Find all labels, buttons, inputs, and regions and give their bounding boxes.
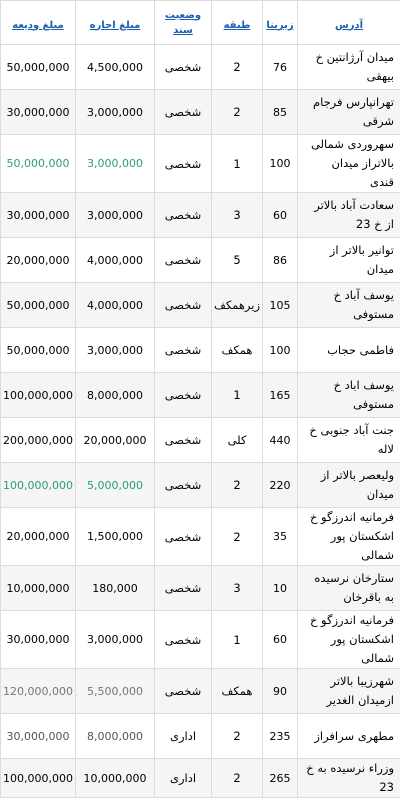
header-cell-rent	[76, 1, 155, 45]
area-cell: 86	[263, 238, 298, 283]
address-cell: توانیر بالاتر از میدان	[298, 238, 400, 283]
table-row	[1, 283, 400, 328]
address-cell: تهرانپارس فرجام شرقی	[298, 90, 400, 135]
document-cell: شخصی	[155, 328, 212, 373]
table-header	[1, 1, 400, 45]
floor-cell: زیرهمکف	[212, 283, 263, 328]
area-cell: 100	[263, 328, 298, 373]
header-cell-document	[155, 1, 212, 45]
floor-cell: کلی	[212, 418, 263, 463]
table-row	[1, 566, 400, 611]
deposit-cell: 10,000,000	[1, 566, 76, 611]
floor-cell: همکف	[212, 669, 263, 714]
address-cell: سهروردی شمالی بالاتراز میدان قندی	[298, 135, 400, 193]
document-cell: اداری	[155, 759, 212, 798]
rent-cell: 3,000,000	[76, 611, 155, 669]
document-cell: شخصی	[155, 566, 212, 611]
address-cell: ولیعصر بالاتر از میدان	[298, 463, 400, 508]
floor-cell: 2	[212, 90, 263, 135]
area-cell: 76	[263, 45, 298, 90]
document-cell: شخصی	[155, 418, 212, 463]
rent-cell: 5,000,000	[76, 463, 155, 508]
header-cell-floor	[212, 1, 263, 45]
document-cell: شخصی	[155, 508, 212, 566]
table-row	[1, 135, 400, 193]
document-cell: شخصی	[155, 611, 212, 669]
rent-cell: 4,000,000	[76, 238, 155, 283]
floor-cell: 3	[212, 566, 263, 611]
floor-cell: 2	[212, 508, 263, 566]
table-body	[1, 45, 400, 798]
document-cell: شخصی	[155, 283, 212, 328]
table-row	[1, 669, 400, 714]
floor-cell: 2	[212, 45, 263, 90]
deposit-cell: 100,000,000	[1, 463, 76, 508]
floor-cell: 1	[212, 135, 263, 193]
header-cell-area	[263, 1, 298, 45]
rent-cell: 4,500,000	[76, 45, 155, 90]
floor-cell: همکف	[212, 328, 263, 373]
area-cell: 60	[263, 611, 298, 669]
address-cell: جنت آباد جنوبی خ لاله	[298, 418, 400, 463]
sort-by-address-link[interactable]: آدرس	[335, 18, 363, 33]
table-row	[1, 238, 400, 283]
deposit-cell: 30,000,000	[1, 90, 76, 135]
rent-cell: 3,000,000	[76, 328, 155, 373]
table-row	[1, 328, 400, 373]
document-cell: شخصی	[155, 193, 212, 238]
address-cell: سعادت آباد بالاتر از خ 23	[298, 193, 400, 238]
document-cell: شخصی	[155, 373, 212, 418]
table-row	[1, 193, 400, 238]
floor-cell: 2	[212, 759, 263, 798]
deposit-cell: 200,000,000	[1, 418, 76, 463]
area-cell: 100	[263, 135, 298, 193]
document-cell: شخصی	[155, 238, 212, 283]
deposit-cell: 50,000,000	[1, 45, 76, 90]
rent-cell: 10,000,000	[76, 759, 155, 798]
floor-cell: 2	[212, 463, 263, 508]
address-cell: میدان آرژانتین خ بیهقی	[298, 45, 400, 90]
document-cell: شخصی	[155, 135, 212, 193]
header-cell-address	[298, 1, 400, 45]
deposit-cell: 100,000,000	[1, 759, 76, 798]
address-cell: فرمانیه اندرزگو خ اشکستان پور شمالی	[298, 508, 400, 566]
deposit-cell: 50,000,000	[1, 328, 76, 373]
area-cell: 105	[263, 283, 298, 328]
area-cell: 220	[263, 463, 298, 508]
rent-cell: 5,500,000	[76, 669, 155, 714]
floor-cell: 2	[212, 714, 263, 759]
table-row	[1, 611, 400, 669]
area-cell: 35	[263, 508, 298, 566]
sort-by-floor-link[interactable]: طبقه	[224, 18, 251, 33]
rent-cell: 3,000,000	[76, 193, 155, 238]
table-row	[1, 463, 400, 508]
sort-by-rent-link[interactable]: مبلغ اجاره	[90, 18, 141, 33]
address-cell: شهرزیبا بالاتر ازمیدان الغدیر	[298, 669, 400, 714]
floor-cell: 5	[212, 238, 263, 283]
header-row	[1, 1, 400, 45]
deposit-cell: 30,000,000	[1, 611, 76, 669]
deposit-cell: 30,000,000	[1, 714, 76, 759]
deposit-cell: 20,000,000	[1, 508, 76, 566]
sort-by-document-link[interactable]: وضعیت سند	[163, 8, 203, 38]
document-cell: شخصی	[155, 669, 212, 714]
rent-cell: 3,000,000	[76, 135, 155, 193]
rent-cell: 8,000,000	[76, 373, 155, 418]
area-cell: 10	[263, 566, 298, 611]
table-row	[1, 418, 400, 463]
area-cell: 265	[263, 759, 298, 798]
document-cell: اداری	[155, 714, 212, 759]
sort-by-deposit-link[interactable]: مبلغ ودیعه	[12, 18, 63, 33]
table-row	[1, 759, 400, 798]
deposit-cell: 50,000,000	[1, 283, 76, 328]
document-cell: شخصی	[155, 463, 212, 508]
address-cell: یوسف اباد خ مستوفی	[298, 373, 400, 418]
document-cell: شخصی	[155, 45, 212, 90]
rent-cell: 4,000,000	[76, 283, 155, 328]
area-cell: 60	[263, 193, 298, 238]
address-cell: فاطمی حجاب	[298, 328, 400, 373]
address-cell: یوسف آباد خ مستوفی	[298, 283, 400, 328]
address-cell: مطهری سرافراز	[298, 714, 400, 759]
deposit-cell: 100,000,000	[1, 373, 76, 418]
table-row	[1, 90, 400, 135]
table-row	[1, 508, 400, 566]
rent-cell: 180,000	[76, 566, 155, 611]
area-cell: 90	[263, 669, 298, 714]
table-row	[1, 45, 400, 90]
deposit-cell: 20,000,000	[1, 238, 76, 283]
deposit-cell: 50,000,000	[1, 135, 76, 193]
floor-cell: 1	[212, 373, 263, 418]
sort-by-area-link[interactable]: زیربنا	[266, 18, 293, 33]
rent-cell: 20,000,000	[76, 418, 155, 463]
address-cell: وزراء نرسیده به خ 23	[298, 759, 400, 798]
table-row	[1, 714, 400, 759]
floor-cell: 3	[212, 193, 263, 238]
rent-cell: 3,000,000	[76, 90, 155, 135]
document-cell: شخصی	[155, 90, 212, 135]
area-cell: 85	[263, 90, 298, 135]
deposit-cell: 30,000,000	[1, 193, 76, 238]
header-cell-deposit	[1, 1, 76, 45]
rent-cell: 8,000,000	[76, 714, 155, 759]
area-cell: 165	[263, 373, 298, 418]
area-cell: 235	[263, 714, 298, 759]
address-cell: ستارخان نرسیده به باقرخان	[298, 566, 400, 611]
table-row	[1, 373, 400, 418]
deposit-cell: 120,000,000	[1, 669, 76, 714]
rent-cell: 1,500,000	[76, 508, 155, 566]
address-cell: فرمانیه اندرزگو خ اشکستان پور شمالی	[298, 611, 400, 669]
floor-cell: 1	[212, 611, 263, 669]
area-cell: 440	[263, 418, 298, 463]
